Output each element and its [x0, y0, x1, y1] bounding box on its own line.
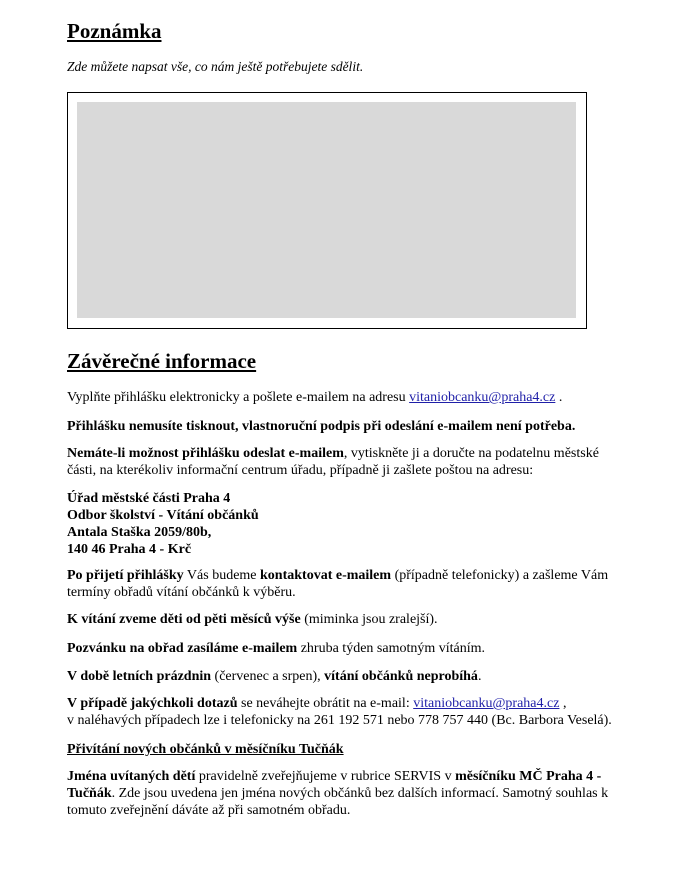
p4-bold-2: kontaktovat e-mailem [260, 568, 392, 583]
p4-text-2: (případně telefonicky) a zašleme Vám termíny obřadů vítání občánků k výběru. [67, 568, 609, 600]
paragraph-no-email-option [67, 445, 627, 479]
p8-text-1: se neváhejte obrátit na e-mail: [237, 696, 414, 711]
email-link-2[interactable]: vitaniobcanku@praha4.cz [413, 696, 560, 711]
p9-text-2: . Zde jsou uvedena jen jména nových občánků bez dalších informací. Samotný souhlas k tomuto zveřejnění dáváte až při samotném obřadu. [67, 786, 609, 818]
p1-tail: . [555, 390, 563, 405]
paragraph-no-print: Přihlášku nemusíte tisknout, vlastnoruční podpis při odeslání e-mailem není potřeba. [67, 419, 576, 434]
paragraph-after-application [67, 567, 627, 601]
p4-bold-1: Po přijetí přihlášky [67, 568, 184, 583]
section-title-final-info: Závěrečné informace [67, 349, 257, 373]
p9-bold-1: Jména uvítaných dětí [67, 769, 196, 784]
address-line-4: 140 46 Praha 4 - Krč [67, 542, 192, 557]
p6-bold: Pozvánku na obřad zasíláme e-mailem [67, 641, 298, 656]
paragraph-age-info [67, 611, 627, 628]
address-block [67, 490, 627, 558]
p3-rest: , vytiskněte ji a doručte na podatelnu městské části, na kterékoliv informační centrum úřadu, případně ji zašlete poštou na adresu: [67, 446, 599, 478]
email-link-1[interactable]: vitaniobcanku@praha4.cz [409, 390, 556, 405]
paragraph-questions [67, 695, 627, 729]
paragraph-summer [67, 668, 627, 685]
p3-bold: Nemáte-li možnost přihlášku odeslat e-mailem [67, 446, 344, 461]
note-hint: Zde můžete napsat vše, co nám ještě potřebujete sdělit. [67, 59, 364, 74]
p8-line-2: v naléhavých případech lze i telefonicky na 261 192 571 nebo 778 757 440 (Bc. Barbora Veselá). [67, 713, 612, 728]
subheading-tucnak: Přivítání nových občánků v měsíčníku Tučňák [67, 742, 344, 757]
p8-bold: V případě jakýchkoli dotazů [67, 696, 238, 711]
p5-bold: K vítání zveme děti od pěti měsíců výše [67, 612, 301, 627]
address-line-3: Antala Staška 2059/80b, [67, 525, 212, 540]
p8-tail: , [559, 696, 567, 711]
p5-rest: (miminka jsou zralejší). [300, 612, 438, 627]
p6-rest: zhruba týden samotným vítáním. [297, 641, 486, 656]
paragraph-tucnak [67, 768, 627, 819]
p9-bold-2: měsíčníku MČ Praha 4 - Tučňák [67, 769, 602, 801]
p7-tail: . [477, 669, 482, 684]
p9-text-1: pravidelně zveřejňujeme v rubrice SERVIS v [195, 769, 456, 784]
p1-text: Vyplňte přihlášku elektronicky a pošlete e-mailem na adresu [67, 390, 410, 405]
p4-text-1: Vás budeme [183, 568, 261, 583]
p7-text-1: (červenec a srpen), [211, 669, 325, 684]
note-textarea[interactable] [77, 102, 576, 318]
paragraph-invitation [67, 640, 627, 657]
paragraph-submit-electronically [67, 389, 627, 406]
address-line-2: Odbor školství - Vítání občánků [67, 508, 259, 523]
note-box [67, 92, 587, 329]
address-line-1: Úřad městské části Praha 4 [67, 491, 231, 506]
section-title-note: Poznámka [67, 19, 162, 43]
p7-bold-1: V době letních prázdnin [67, 669, 212, 684]
p7-bold-2: vítání občánků neprobíhá [324, 669, 478, 684]
